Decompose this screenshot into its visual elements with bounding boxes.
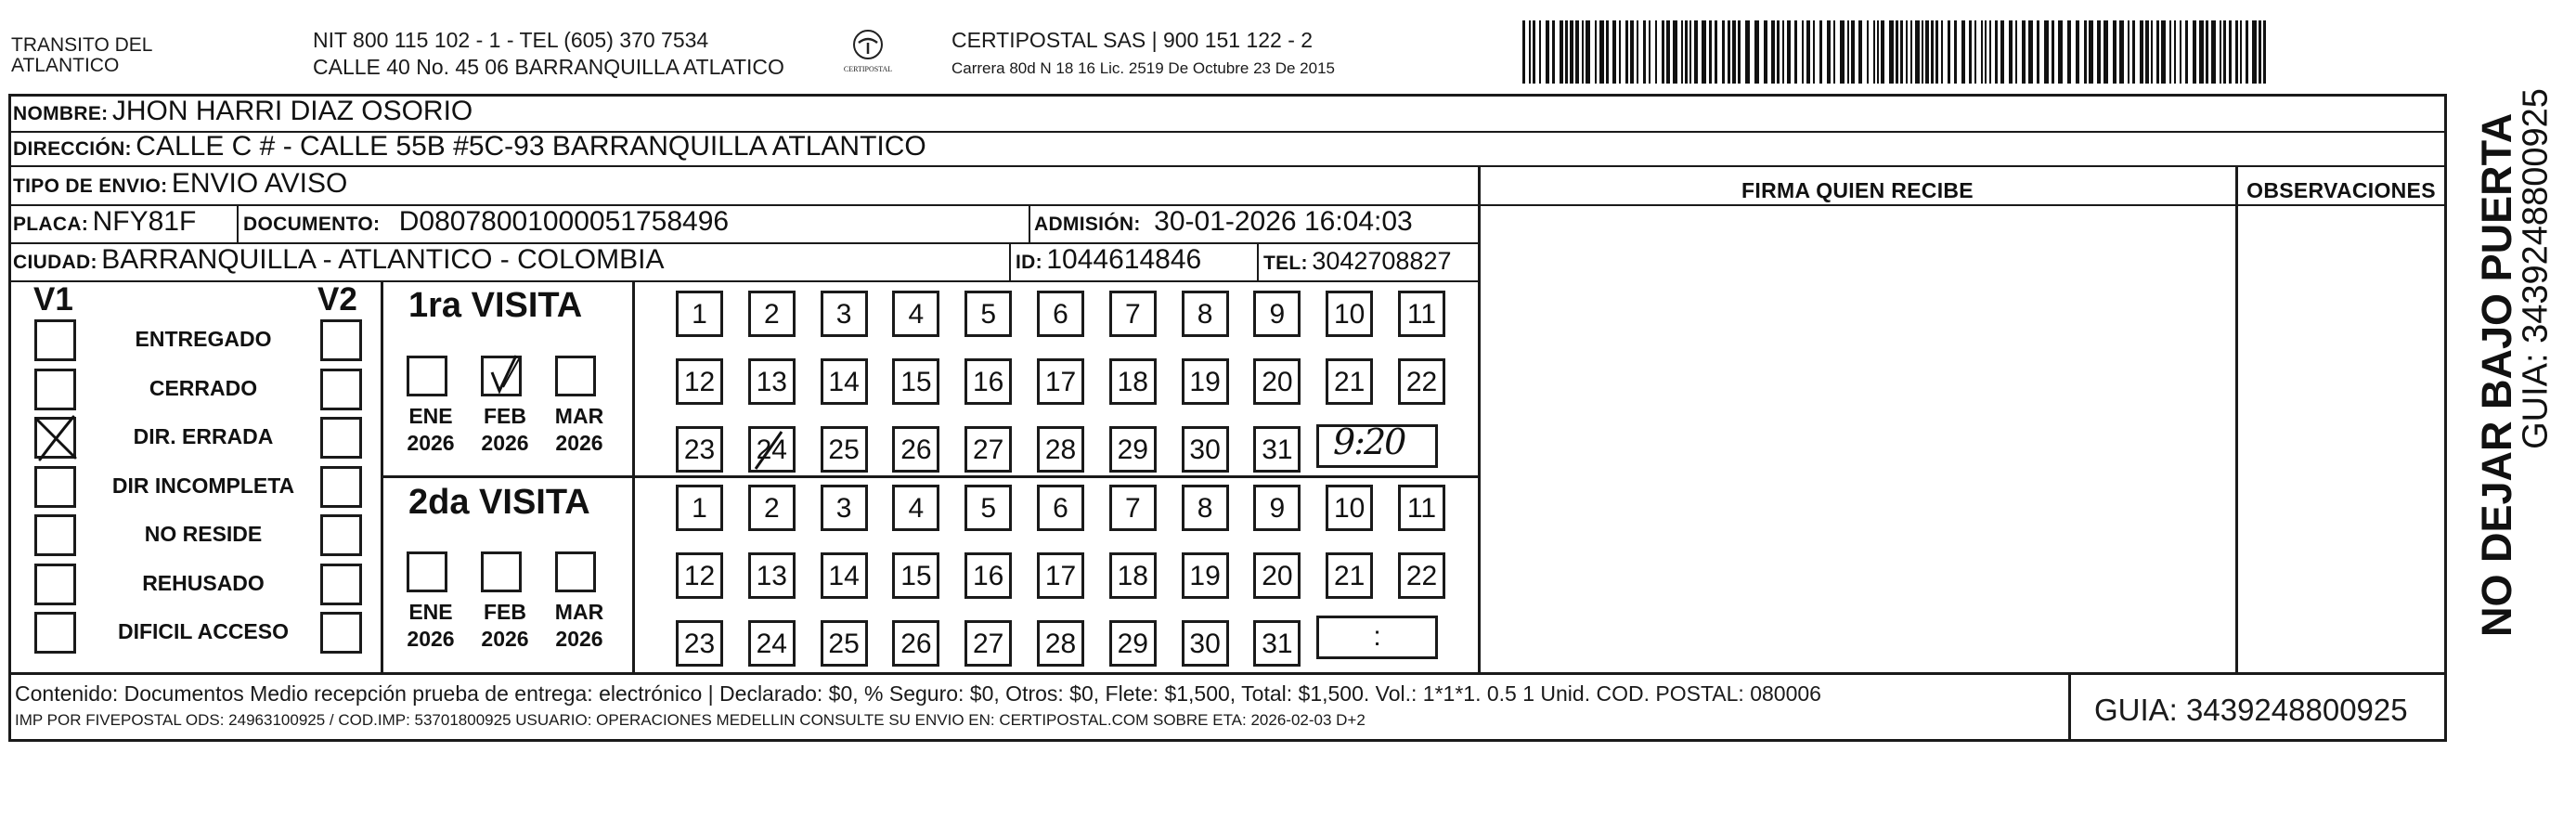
- barcode-bar: [2240, 20, 2242, 84]
- day-box[interactable]: 26: [892, 620, 939, 667]
- month-checkbox[interactable]: [481, 551, 522, 592]
- month-name: MAR: [554, 600, 604, 624]
- visit1-time-handwritten: 9:20: [1333, 421, 1405, 462]
- month-checkbox[interactable]: [407, 551, 447, 592]
- barcode-bar: [1873, 20, 1875, 84]
- tel-field: [1263, 247, 1451, 276]
- logo-caption: CERTIPOSTAL: [843, 65, 893, 73]
- month-year: 2026: [481, 431, 529, 455]
- barcode-bar: [1896, 20, 1898, 84]
- recipient-name: JHON HARRI DIAZ OSORIO: [111, 96, 473, 126]
- day-box[interactable]: 15: [892, 358, 939, 405]
- city-value: BARRANQUILLA - ATLANTICO - COLOMBIA: [101, 244, 665, 275]
- barcode-bar: [2169, 20, 2171, 84]
- status-label: CERRADO: [149, 375, 258, 400]
- barcode-bar: [1915, 20, 1920, 84]
- day-box[interactable]: 12: [676, 358, 723, 405]
- document-value: D08078001000051758496: [398, 206, 730, 237]
- month-name: ENE: [408, 600, 453, 624]
- tracking-barcode: [1522, 20, 2272, 84]
- barcode-bar: [1764, 20, 1767, 84]
- barcode-bar: [1787, 20, 1791, 84]
- barcode-bar: [1802, 20, 1804, 84]
- name-label: NOMBRE:: [13, 103, 109, 124]
- barcode-bar: [1673, 20, 1677, 84]
- day-box[interactable]: 20: [1253, 358, 1301, 405]
- barcode-bar: [1925, 20, 1929, 84]
- day-box[interactable]: 20: [1253, 552, 1301, 599]
- day-box[interactable]: 31: [1253, 426, 1301, 473]
- month-checkbox[interactable]: [555, 356, 596, 396]
- day-box[interactable]: 8: [1182, 291, 1229, 337]
- barcode-bar: [1906, 20, 1908, 84]
- day-box[interactable]: 24: [748, 426, 796, 473]
- day-box[interactable]: 5: [964, 485, 1012, 531]
- barcode-bar: [1771, 20, 1775, 84]
- barcode-bar: [1974, 20, 1976, 84]
- barcode-bar: [1981, 20, 1983, 84]
- barcode-bar: [1910, 20, 1912, 84]
- day-box[interactable]: 10: [1326, 291, 1373, 337]
- barcode-bar: [1702, 20, 1706, 84]
- barcode-bar: [2151, 20, 2153, 84]
- month-name: ENE: [408, 404, 453, 428]
- month-name: MAR: [554, 404, 604, 428]
- day-box[interactable]: 7: [1109, 485, 1157, 531]
- barcode-bar: [1522, 20, 1525, 84]
- day-box[interactable]: 26: [892, 426, 939, 473]
- status-checkbox-v1[interactable]: [34, 466, 76, 508]
- document-field: [243, 206, 729, 238]
- barcode-bar: [1922, 20, 1923, 84]
- status-label: NO RESIDE: [144, 522, 263, 546]
- day-box[interactable]: 22: [1398, 552, 1445, 599]
- month-year: 2026: [555, 431, 603, 455]
- plate-value: NFY81F: [92, 206, 197, 237]
- status-checkbox-v1[interactable]: [34, 369, 76, 410]
- status-label: DIR. ERRADA: [133, 424, 274, 448]
- barcode-bar: [1722, 20, 1725, 84]
- barcode-bar: [1666, 20, 1670, 84]
- day-box[interactable]: 10: [1326, 485, 1373, 531]
- day-box[interactable]: 27: [964, 620, 1012, 667]
- day-box[interactable]: 19: [1182, 358, 1229, 405]
- recipient-address: CALLE C # - CALLE 55B #5C-93 BARRANQUILLA ATLANTICO: [136, 131, 926, 162]
- barcode-bar: [1560, 20, 1563, 84]
- day-box[interactable]: 29: [1109, 620, 1157, 667]
- barcode-bar: [2211, 20, 2216, 84]
- day-strike-mark-icon: [748, 426, 796, 474]
- carrier-name: CERTIPOSTAL SAS | 900 151 122 - 2: [951, 28, 1314, 52]
- day-box[interactable]: 4: [892, 291, 939, 337]
- barcode-bar: [1685, 20, 1688, 84]
- barcode-bar: [2022, 20, 2026, 84]
- barcode-bar: [1655, 20, 1657, 84]
- status-label: DIFICIL ACCESO: [117, 619, 289, 643]
- x-check-mark-icon: [31, 411, 83, 463]
- day-box[interactable]: 14: [821, 552, 868, 599]
- barcode-bar: [2185, 20, 2188, 84]
- barcode-bar: [1643, 20, 1646, 84]
- status-checkbox-v1[interactable]: [34, 612, 76, 654]
- barcode-bar: [2223, 20, 2226, 84]
- observations-header: OBSERVACIONES: [2246, 178, 2436, 202]
- day-box[interactable]: 21: [1326, 552, 1373, 599]
- id-value: 1044614846: [1046, 244, 1202, 275]
- status-label: DIR INCOMPLETA: [111, 473, 295, 498]
- day-box[interactable]: 2: [748, 485, 796, 531]
- barcode-bar: [2028, 20, 2033, 84]
- plate-field: [13, 206, 196, 238]
- barcode-bar: [2235, 20, 2238, 84]
- barcode-bar: [1935, 20, 1938, 84]
- sender-name-line2: ATLANTICO: [11, 55, 120, 76]
- id-field: [1016, 244, 1201, 276]
- barcode-bar: [2067, 20, 2071, 84]
- barcode-bar: [2037, 20, 2039, 84]
- barcode-bar: [1794, 20, 1797, 84]
- day-box[interactable]: 9: [1253, 291, 1301, 337]
- barcode-bar: [2052, 20, 2054, 84]
- barcode-bar: [1961, 20, 1965, 84]
- barcode-bar: [2252, 20, 2257, 84]
- day-box[interactable]: 21: [1326, 358, 1373, 405]
- day-box[interactable]: 28: [1037, 426, 1084, 473]
- barcode-bar: [1649, 20, 1650, 84]
- day-box[interactable]: 13: [748, 358, 796, 405]
- check-mark-icon: [479, 350, 527, 398]
- barcode-bar: [1619, 20, 1621, 84]
- barcode-bar: [1806, 20, 1810, 84]
- signature-header: FIRMA QUIEN RECIBE: [1741, 178, 1974, 202]
- day-box[interactable]: 13: [748, 552, 796, 599]
- barcode-bar: [1533, 20, 1535, 84]
- barcode-bar: [1738, 20, 1741, 84]
- day-box[interactable]: 3: [821, 291, 868, 337]
- day-box[interactable]: 18: [1109, 358, 1157, 405]
- day-box[interactable]: 7: [1109, 291, 1157, 337]
- month-year: 2026: [407, 627, 455, 651]
- barcode-bar: [1637, 20, 1638, 84]
- city-field: [13, 244, 664, 276]
- day-box[interactable]: 17: [1037, 358, 1084, 405]
- day-box[interactable]: 18: [1109, 552, 1157, 599]
- month-year: 2026: [555, 627, 603, 651]
- day-box[interactable]: 6: [1037, 485, 1084, 531]
- day-box[interactable]: 11: [1398, 291, 1445, 337]
- footer-guia: GUIA: 3439248800925: [2094, 693, 2408, 727]
- barcode-bar: [1851, 20, 1855, 84]
- barcode-bar: [2132, 20, 2135, 84]
- month-year: 2026: [407, 431, 455, 455]
- barcode-bar: [2044, 20, 2049, 84]
- barcode-bar: [2156, 20, 2159, 84]
- barcode-bar: [2089, 20, 2093, 84]
- barcode-bar: [2246, 20, 2248, 84]
- barcode-bar: [1858, 20, 1862, 84]
- day-box[interactable]: 5: [964, 291, 1012, 337]
- recipient-name-row: [13, 96, 472, 127]
- barcode-bar: [1745, 20, 1750, 84]
- status-checkbox-v1[interactable]: [34, 319, 76, 361]
- status-checkbox-v1[interactable]: [34, 564, 76, 605]
- barcode-bar: [2220, 20, 2221, 84]
- barcode-bar: [2180, 20, 2181, 84]
- barcode-bar: [1625, 20, 1628, 84]
- plate-label: PLACA:: [13, 214, 89, 235]
- day-box[interactable]: 15: [892, 552, 939, 599]
- document-label: DOCUMENTO:: [243, 214, 381, 235]
- day-box[interactable]: 29: [1109, 426, 1157, 473]
- barcode-bar: [2229, 20, 2232, 84]
- day-box[interactable]: 25: [821, 620, 868, 667]
- barcode-bar: [1575, 20, 1579, 84]
- sender-address: CALLE 40 No. 45 06 BARRANQUILLA ATLATICO: [313, 55, 784, 79]
- barcode-bar: [2084, 20, 2087, 84]
- carrier-license: Carrera 80d N 18 16 Lic. 2519 De Octubre 23 De 2015: [951, 59, 1335, 77]
- barcode-bar: [2119, 20, 2124, 84]
- barcode-bar: [2199, 20, 2204, 84]
- day-box[interactable]: 24: [748, 620, 796, 667]
- month-year: 2026: [481, 627, 529, 651]
- visit1-title: 1ra VISITA: [408, 286, 583, 325]
- side-warning: NO DEJAR BAJO PUERTA: [2473, 112, 2520, 637]
- v2-label: V2: [317, 281, 357, 318]
- month-checkbox[interactable]: [555, 551, 596, 592]
- day-box[interactable]: 30: [1182, 426, 1229, 473]
- month-name: FEB: [484, 404, 526, 428]
- day-box[interactable]: 25: [821, 426, 868, 473]
- barcode-bar: [2104, 20, 2108, 84]
- day-box[interactable]: 1: [676, 291, 723, 337]
- day-box[interactable]: 12: [676, 552, 723, 599]
- imp-line: IMP POR FIVEPOSTAL ODS: 24963100925 / COD.IMP: 53701800925 USUARIO: OPERACIONES MEDELLIN CONSULTE SU ENVIO EN: CERTIPOSTAL.COM SOBRE ETA: 2026-02-03 D+2: [15, 711, 1366, 729]
- day-box[interactable]: 4: [892, 485, 939, 531]
- barcode-bar: [1954, 20, 1957, 84]
- certipostal-logo-icon: [843, 28, 893, 76]
- day-box[interactable]: 9: [1253, 485, 1301, 531]
- day-box[interactable]: 22: [1398, 358, 1445, 405]
- day-box[interactable]: 27: [964, 426, 1012, 473]
- day-box[interactable]: 16: [964, 358, 1012, 405]
- sender-nit: NIT 800 115 102 - 1 - TEL (605) 370 7534: [313, 28, 709, 52]
- barcode-bar: [1595, 20, 1597, 84]
- barcode-bar: [1694, 20, 1698, 84]
- barcode-bar: [2113, 20, 2116, 84]
- barcode-bar: [2000, 20, 2004, 84]
- barcode-bar: [2097, 20, 2101, 84]
- barcode-bar: [1889, 20, 1894, 84]
- barcode-bar: [1529, 20, 1531, 84]
- status-label: REHUSADO: [142, 570, 265, 595]
- visit2-time-box[interactable]: :: [1316, 616, 1438, 659]
- month-checkbox[interactable]: [407, 356, 447, 396]
- barcode-bar: [2263, 20, 2266, 84]
- day-box[interactable]: 17: [1037, 552, 1084, 599]
- day-box[interactable]: 31: [1253, 620, 1301, 667]
- day-box[interactable]: 30: [1182, 620, 1229, 667]
- admission-label: ADMISIÓN:: [1034, 214, 1141, 235]
- barcode-bar: [2140, 20, 2143, 84]
- address-label: DIRECCIÓN:: [13, 138, 132, 160]
- barcode-bar: [1582, 20, 1584, 84]
- barcode-bar: [1606, 20, 1609, 84]
- month-name: FEB: [484, 600, 526, 624]
- barcode-bar: [2015, 20, 2017, 84]
- day-box[interactable]: 11: [1398, 485, 1445, 531]
- barcode-bar: [2174, 20, 2176, 84]
- day-box[interactable]: 16: [964, 552, 1012, 599]
- admission-field: [1034, 206, 1413, 238]
- barcode-bar: [1754, 20, 1759, 84]
- barcode-bar: [1728, 20, 1730, 84]
- barcode-bar: [1931, 20, 1934, 84]
- barcode-bar: [1586, 20, 1590, 84]
- tel-value: 3042708827: [1312, 247, 1452, 275]
- barcode-bar: [1612, 20, 1616, 84]
- barcode-bar: [1819, 20, 1822, 84]
- barcode-bar: [2058, 20, 2063, 84]
- barcode-bar: [1989, 20, 1991, 84]
- barcode-bar: [1833, 20, 1835, 84]
- barcode-bar: [1777, 20, 1780, 84]
- status-label: ENTREGADO: [135, 327, 272, 351]
- day-box[interactable]: 1: [676, 485, 723, 531]
- certipostal-logo: [843, 28, 893, 76]
- barcode-bar: [1681, 20, 1683, 84]
- content-line: Contenido: Documentos Medio recepción prueba de entrega: electrónico | Declarado: $0, % Seguro: $0, Otros: $0, Flete: $1,500, Total: $1,500. Vol.: 1*1*1. 0.5 1 Unid. COD. POSTAL: 080006: [15, 681, 1821, 706]
- shipment-type-label: TIPO DE ENVIO:: [13, 175, 168, 197]
- recipient-address-row: [13, 131, 926, 162]
- city-label: CIUDAD:: [13, 252, 97, 273]
- shipment-type-row: [13, 168, 347, 200]
- barcode-bar: [1941, 20, 1943, 84]
- barcode-bar: [1877, 20, 1879, 84]
- barcode-bar: [1813, 20, 1815, 84]
- barcode-bar: [1732, 20, 1736, 84]
- barcode-bar: [1662, 20, 1664, 84]
- barcode-bar: [2128, 20, 2129, 84]
- barcode-bar: [2145, 20, 2149, 84]
- barcode-bar: [1599, 20, 1604, 84]
- barcode-bar: [2259, 20, 2261, 84]
- tel-label: TEL:: [1263, 253, 1308, 274]
- barcode-bar: [1948, 20, 1950, 84]
- status-checkbox-v1[interactable]: [34, 514, 76, 556]
- barcode-bar: [1715, 20, 1717, 84]
- day-box[interactable]: 28: [1037, 620, 1084, 667]
- barcode-bar: [1570, 20, 1573, 84]
- barcode-bar: [2076, 20, 2079, 84]
- barcode-bar: [1995, 20, 1998, 84]
- sender-name-line1: TRANSITO DEL: [11, 34, 153, 56]
- barcode-bar: [1782, 20, 1784, 84]
- barcode-bar: [1827, 20, 1831, 84]
- barcode-bar: [1900, 20, 1903, 84]
- barcode-bar: [2161, 20, 2166, 84]
- barcode-bar: [1689, 20, 1691, 84]
- barcode-bar: [2193, 20, 2196, 84]
- barcode-bar: [1969, 20, 1972, 84]
- day-box[interactable]: 2: [748, 291, 796, 337]
- barcode-bar: [1847, 20, 1849, 84]
- day-box[interactable]: 3: [821, 485, 868, 531]
- visit2-title: 2da VISITA: [408, 483, 590, 522]
- v1-label: V1: [33, 281, 73, 318]
- barcode-bar: [1630, 20, 1634, 84]
- side-guia: GUIA: 3439248800925: [2516, 88, 2556, 449]
- day-box[interactable]: 14: [821, 358, 868, 405]
- id-label: ID:: [1016, 252, 1042, 273]
- day-box[interactable]: 23: [676, 620, 723, 667]
- barcode-bar: [2206, 20, 2208, 84]
- barcode-bar: [1539, 20, 1541, 84]
- barcode-bar: [1546, 20, 1549, 84]
- barcode-bar: [1881, 20, 1884, 84]
- barcode-bar: [2009, 20, 2013, 84]
- barcode-bar: [1552, 20, 1555, 84]
- day-box[interactable]: 23: [676, 426, 723, 473]
- barcode-bar: [1709, 20, 1712, 84]
- barcode-bar: [1867, 20, 1869, 84]
- barcode-bar: [1565, 20, 1568, 84]
- barcode-bar: [1840, 20, 1845, 84]
- barcode-bar: [1985, 20, 1987, 84]
- admission-value: 30-01-2026 16:04:03: [1154, 206, 1413, 237]
- day-box[interactable]: 8: [1182, 485, 1229, 531]
- day-box[interactable]: 19: [1182, 552, 1229, 599]
- shipment-type: ENVIO AVISO: [171, 168, 348, 199]
- day-box[interactable]: 6: [1037, 291, 1084, 337]
